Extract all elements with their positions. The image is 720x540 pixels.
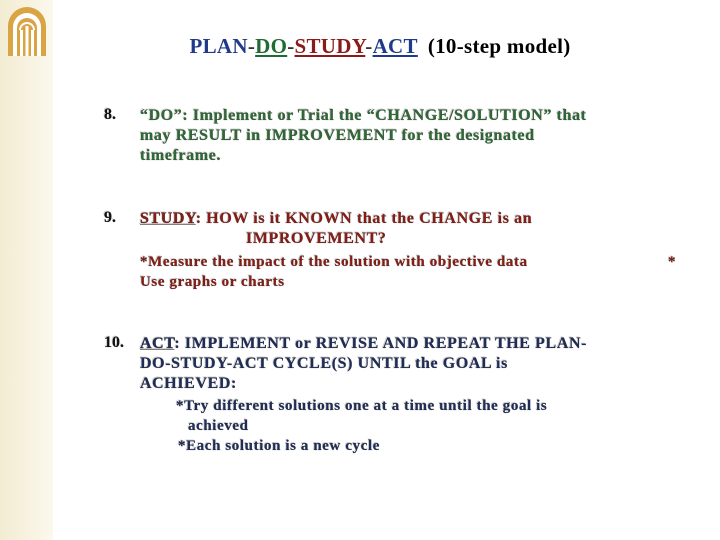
- step-10-sub-line-2: achieved: [188, 418, 249, 434]
- step-8-line-2: may RESULT in IMPROVEMENT for the designated: [140, 127, 535, 144]
- step-9-sub-line-3: Use graphs or charts: [140, 274, 285, 290]
- title-plan: PLAN: [189, 34, 248, 58]
- step-9-keyword: STUDY: [140, 210, 196, 227]
- title-act: ACT: [372, 34, 418, 58]
- step-9-number: 9.: [104, 209, 116, 226]
- title-separator: -: [247, 34, 256, 58]
- step-9-asterisk: *: [668, 254, 677, 270]
- step-10-line-1: [140, 334, 587, 354]
- step-10-sub-line-1: *Try different solutions one at a time until the goal is: [176, 398, 548, 414]
- left-sidebar-band: [0, 0, 53, 540]
- step-10-line-1-rest: : IMPLEMENT or REVISE AND REPEAT THE PLAN-: [174, 335, 588, 352]
- step-8-line-3: timeframe.: [140, 147, 222, 164]
- step-9-sub-line-1: *Measure the impact of the solution with objective data: [140, 254, 528, 270]
- step-10-keyword: ACT: [140, 335, 175, 352]
- title-separator: -: [365, 34, 373, 58]
- step-10-text: [140, 334, 587, 394]
- step-8-number: 8.: [104, 106, 116, 123]
- slide-title: [0, 34, 720, 59]
- step-9-sub: [140, 252, 528, 292]
- step-9-line-1: [140, 209, 532, 229]
- step-10-line-2: DO-STUDY-ACT CYCLE(S) UNTIL the GOAL is: [140, 355, 508, 372]
- step-9-text: [140, 209, 532, 249]
- title-separator: -: [287, 34, 295, 58]
- title-do: DO: [255, 34, 288, 58]
- step-9-line-2: IMPROVEMENT?: [246, 230, 387, 247]
- step-10-sub: [176, 396, 547, 456]
- step-10-number: 10.: [104, 334, 124, 351]
- title-study: STUDY: [294, 34, 366, 58]
- step-10-line-3: ACHIEVED:: [140, 375, 237, 392]
- step-8-line-1: “DO”: Implement or Trial the “CHANGE/SOLUTION” that: [140, 107, 587, 124]
- step-9-line-1-rest: : HOW is it KNOWN that the CHANGE is an: [195, 210, 533, 227]
- title-model: (10-step model): [427, 34, 571, 58]
- step-10-sub-line-3: *Each solution is a new cycle: [178, 438, 380, 454]
- step-8-text: [140, 106, 587, 166]
